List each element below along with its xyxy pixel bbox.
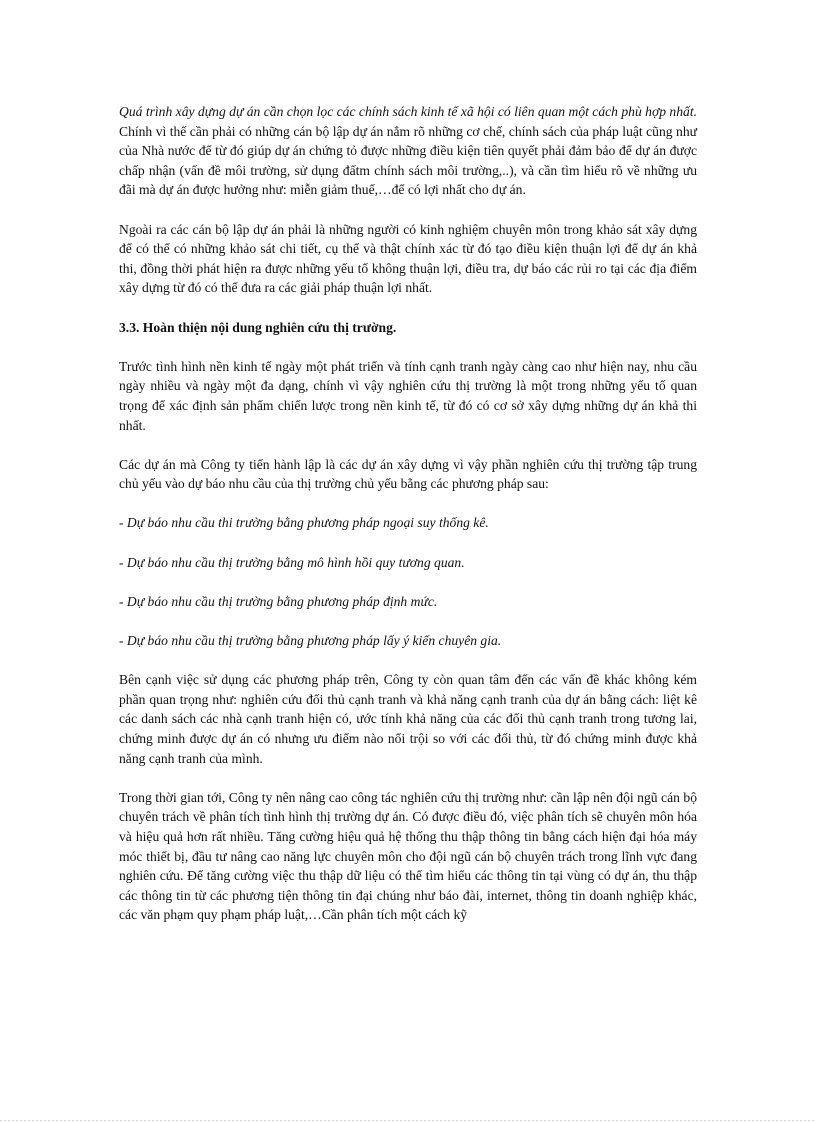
paragraph-market-research: Trước tình hình nền kinh tế ngày một phát triển và tính cạnh tranh ngày càng cao như hiện nay, nhu cầu ngày nhiều và ngày một đa dạng, chính vì vậy nghiên cứu thị trường là một trong những yếu tố quan trọng để xác định sản phẩm chiến lược trong nền kinh tế, từ đó có cơ sở xây dựng những dự án khả thi nhất. [119, 358, 697, 433]
page-bottom-divider [0, 1120, 816, 1121]
method-item-norm-method: - Dự báo nhu cầu thị trường bằng phương pháp định mức. [119, 593, 438, 609]
paragraph-competition: Bên cạnh việc sử dụng các phương pháp trên, Công ty còn quan tâm đến các vấn đề khác không kém phần quan trọng như: nghiên cứu đối thủ cạnh tranh và khả năng cạnh tranh của dự án bằng cách: liệt kê các danh sách các nhà cạnh tranh hiện có, ước tính khả năng của các đối thủ cạnh tranh trong tương lai, chứng minh được dự án có nhưng ưu điểm nào nổi trội so với các đối thủ, từ đó chứng minh được khả năng cạnh tranh của mình. [119, 672, 697, 766]
paragraph-legal-policy [119, 102, 697, 200]
paragraph-survey-staff: Ngoài ra các cán bộ lập dự án phải là những người có kinh nghiệm chuyên môn trong khảo sát xây dựng để có thể có những khảo sát chi tiết, cụ thể và thật chính xác từ đó tạo điều kiện thuận lợi để dự án khả thi, đồng thời phát hiện ra được những yếu tố không thuận lợi, điều tra, dự báo các rủi ro tại các địa điểm xây dựng từ đó có thể đưa ra các giải pháp thuận lợi nhất. [119, 221, 697, 296]
document-page [119, 102, 697, 945]
section-heading: 3.3. Hoàn thiện nội dung nghiên cứu thị trường. [119, 319, 397, 335]
paragraph-lead-italic: Quá trình xây dựng dự án cần chọn lọc các chính sách kinh tế xã hội có liên quan một cách phù hợp nhất. [119, 104, 697, 119]
paragraph-methods-intro: Các dự án mà Công ty tiến hành lập là các dự án xây dựng vì vậy phần nghiên cứu thị trường tập trung chủ yếu vào dự báo nhu cầu của thị trường chủ yếu bằng các phương pháp sau: [119, 456, 697, 492]
method-item-statistical-extrapolation: - Dự báo nhu cầu thi trường bằng phương pháp ngoại suy thống kê. [119, 515, 489, 531]
paragraph-future-plan: Trong thời gian tới, Công ty nên nâng cao công tác nghiên cứu thị trường như: cần lập nên đội ngũ cán bộ chuyên trách về phân tích tình hình thị trường dự án. Có được điều đó, việc phân tích sẽ chuyên môn hóa và hiệu quả hơn rất nhiều. Tăng cường hiệu quả hệ thống thu thập thông tin bằng cách hiện đại hóa máy móc thiết bị, đầu tư nâng cao năng lực chuyên môn cho đội ngũ cán bộ chuyên trách trong lĩnh vực đang nghiên cứu. Để tăng cường việc thu thập dữ liệu có thể tìm hiểu các thông tin tại vùng có dự án, thu thập các thông tin từ các phương tiện thông tin đại chúng như báo đài, internet, thông tin doanh nghiệp khác, các văn phạm quy phạm pháp luật,…Cần phân tích một cách kỹ [119, 789, 697, 923]
method-item-expert-opinion: - Dự báo nhu cầu thị trường bằng phương pháp lấy ý kiến chuyên gia. [119, 633, 502, 649]
method-item-regression-model: - Dự báo nhu cầu thị trường bằng mô hình hồi quy tương quan. [119, 554, 465, 570]
paragraph-body: Chính vì thế cần phải có những cán bộ lập dự án nắm rõ những cơ chế, chính sách của pháp luật cũng như của Nhà nước để từ đó giúp dự án chứng tỏ được những điều kiện tiên quyết phải đảm bảo để dự án được chấp nhận (vấn đề môi trường, sử dụng đấtm chính sách môi trường,..), và cần tìm hiểu rõ về những ưu đãi mà dự án được hưởng như: miễn giảm thuế,…để có lợi nhất cho dự án. [119, 123, 697, 198]
